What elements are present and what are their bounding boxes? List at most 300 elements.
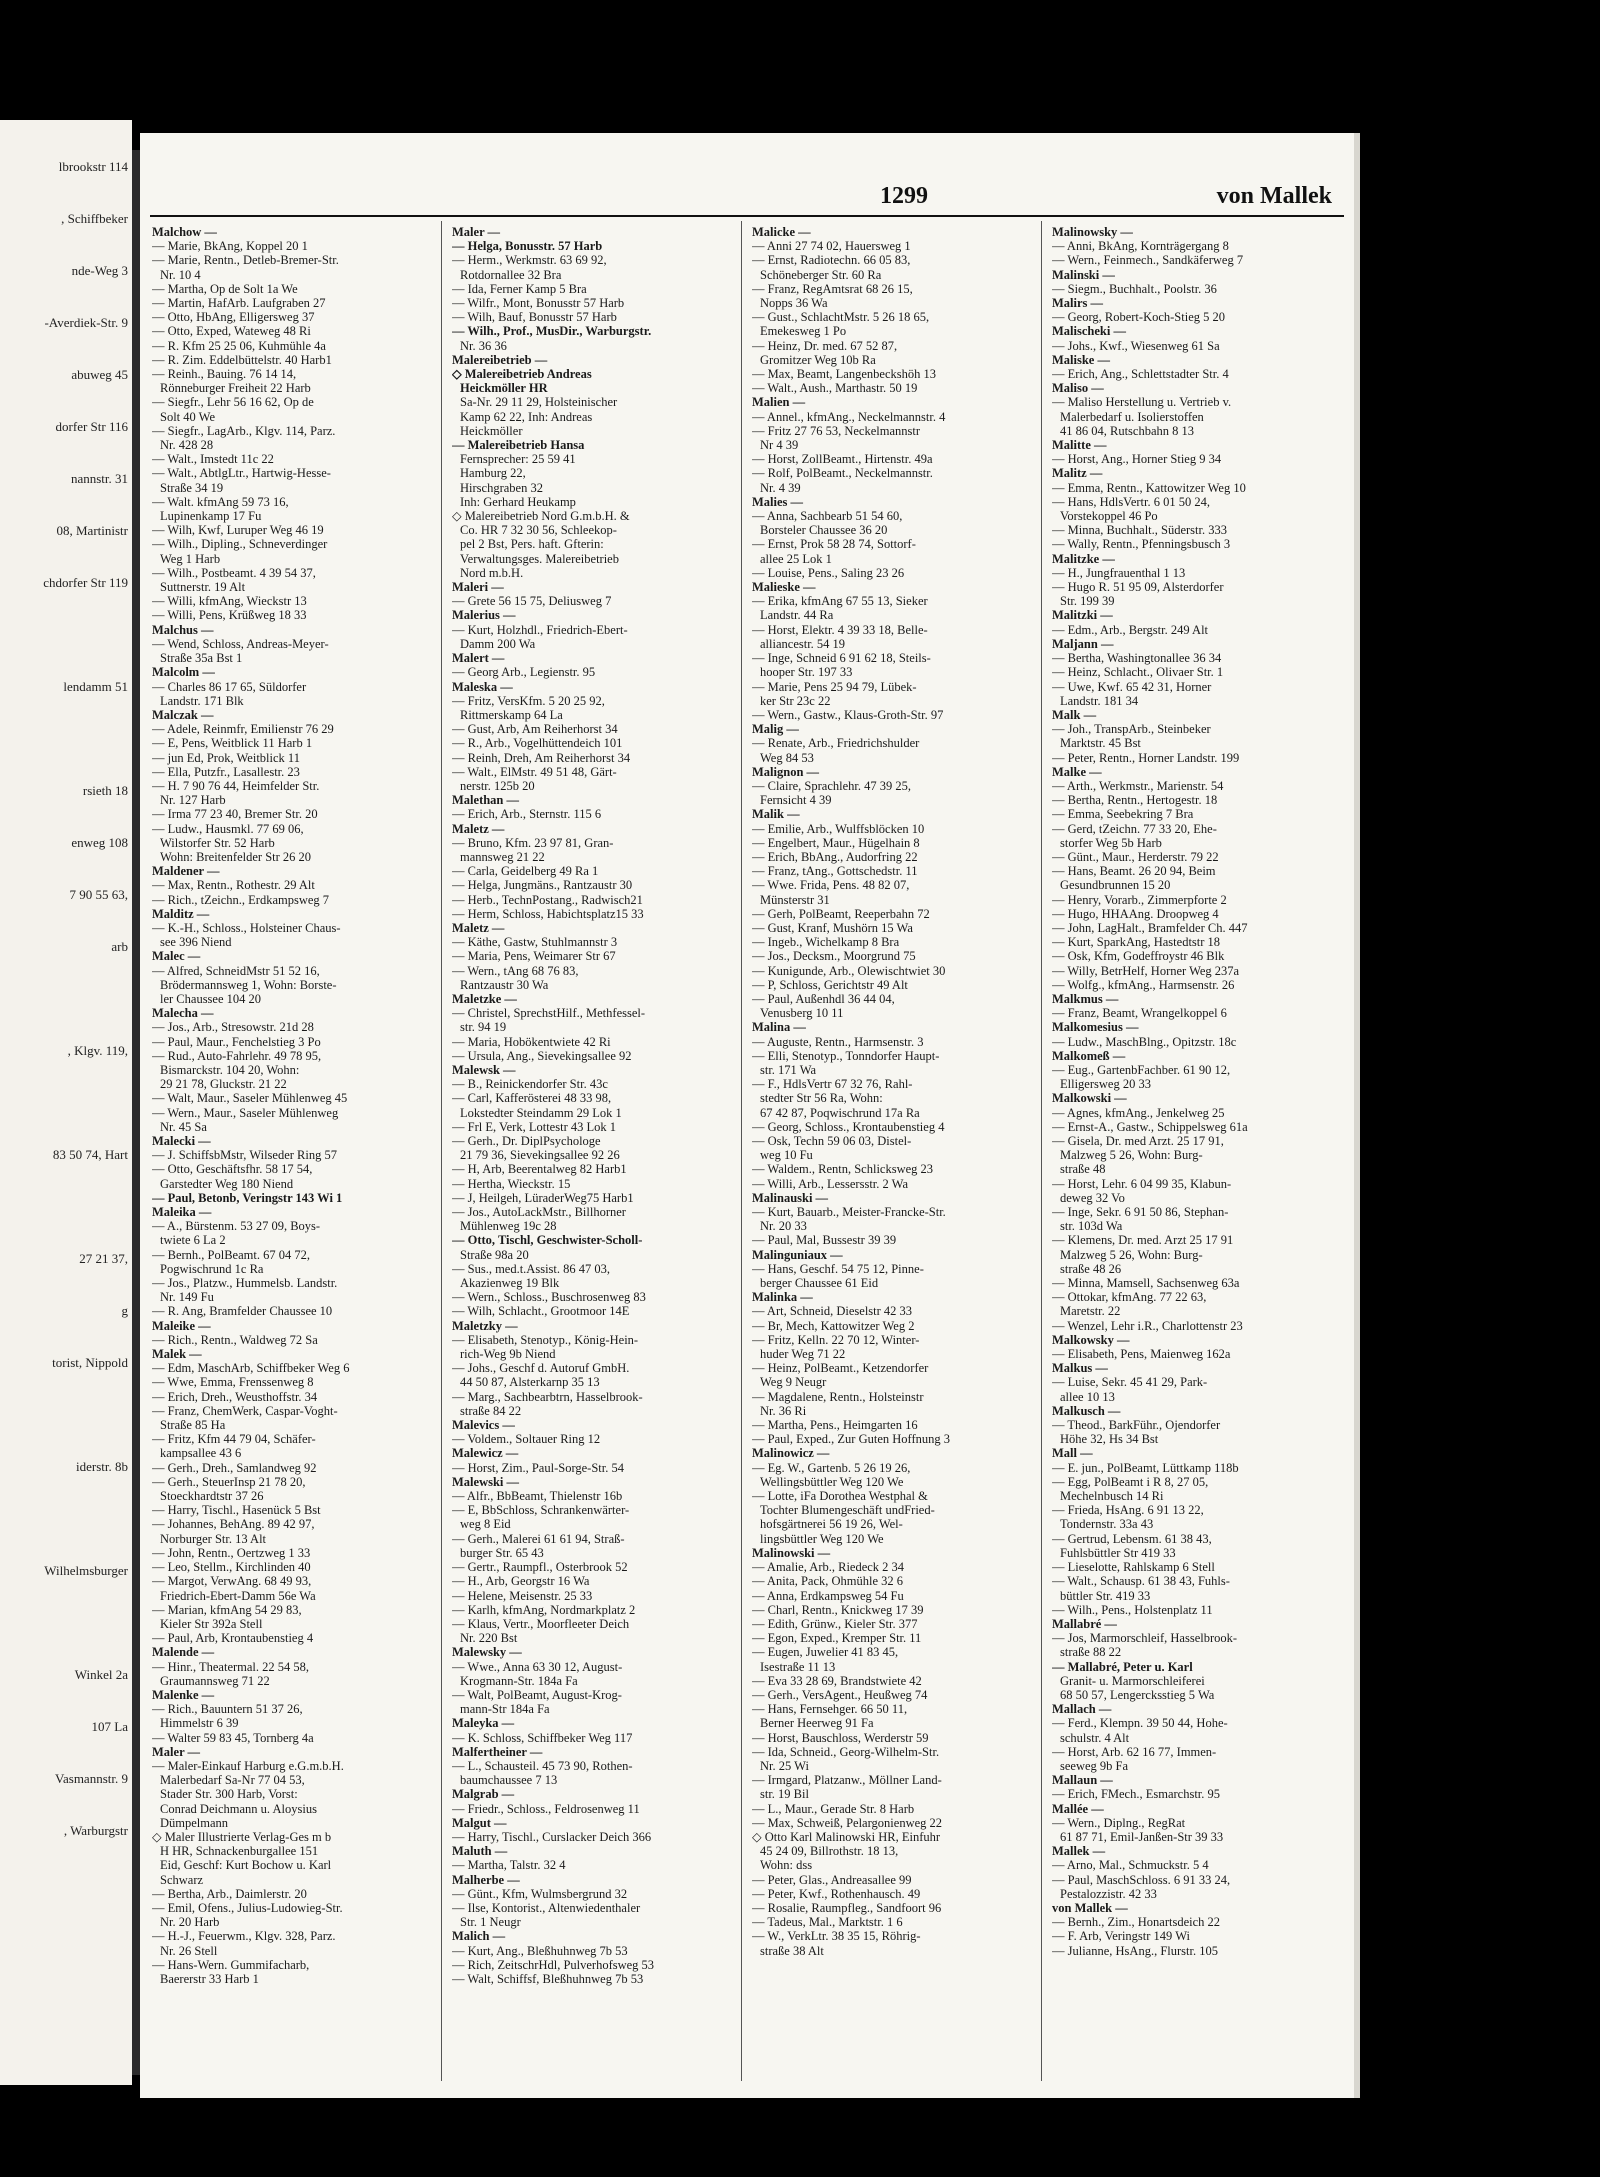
directory-column-1: [152, 225, 434, 2085]
directory-entry: — Willi, kfmAng, Wieckstr 13: [152, 594, 307, 609]
directory-entry: Nr. 127 Harb: [160, 793, 226, 808]
directory-entry: lingsbüttler Weg 120 We: [760, 1531, 884, 1546]
directory-entry: — Walt. kfmAng 59 73 16,: [152, 494, 289, 509]
directory-entry: — Emilie, Arb., Wulffsblöcken 10: [752, 821, 925, 836]
directory-entry: — Osk, Techn 59 06 03, Distel-: [752, 1134, 912, 1148]
directory-entry: — Ernst, Radiotechn. 66 05 83,: [752, 253, 911, 268]
directory-entry: twiete 6 La 2: [160, 1233, 226, 1248]
left-page-text: , Warburgstr: [63, 1824, 128, 1838]
directory-entry: — Willi, Pens, Krüßweg 18 33: [152, 608, 307, 623]
directory-entry: Rotdornallee 32 Bra: [460, 267, 562, 282]
directory-entry: — Siegfr., Lehr 56 16 62, Op de: [152, 395, 314, 410]
directory-entry: — Gerh., Dreh., Samlandweg 92: [152, 1460, 317, 1475]
directory-entry: Rantzaustr 30 Wa: [460, 977, 549, 992]
directory-entry: — Paul, Außenhdl 36 44 04,: [752, 991, 895, 1006]
directory-entry: — Horst, Elektr. 4 39 33 18, Belle-: [752, 622, 928, 637]
surname-heading: Malina —: [752, 1020, 806, 1035]
directory-entry: — Anita, Pack, Ohmühle 32 6: [752, 1574, 904, 1589]
directory-entry: — Carl, Kafferösterei 48 33 98,: [452, 1091, 612, 1106]
directory-entry: Nr. 45 Sa: [160, 1119, 207, 1134]
directory-entry: — Helene, Meisenstr. 25 33: [452, 1588, 593, 1603]
directory-entry: — Alfred, SchneidMstr 51 52 16,: [152, 963, 320, 978]
directory-entry: Nopps 36 Wa: [760, 296, 828, 311]
directory-entry: — Uwe, Kwf. 65 42 31, Horner: [1052, 679, 1212, 694]
directory-entry: — Theod., BarkFühr., Ojendorfer: [1052, 1418, 1221, 1433]
left-page-text: g: [121, 1304, 128, 1318]
left-page-text: enweg 108: [71, 836, 128, 850]
directory-entry: Nr. 4 39: [760, 480, 801, 495]
directory-entry: — R. Zim. Eddelbüttelstr. 40 Harb1: [152, 352, 332, 367]
directory-entry: Mechelnbusch 14 Ri: [1060, 1489, 1164, 1504]
directory-entry: büttler Str. 419 33: [1060, 1588, 1151, 1603]
directory-entry: — Horst, Arb. 62 16 77, Immen-: [1052, 1744, 1217, 1759]
directory-entry: Nr. 10 4: [160, 267, 201, 282]
directory-entry: — Jos., AutoLackMstr., Billhorner: [452, 1205, 626, 1220]
directory-entry: — Lieselotte, Rahlskamp 6 Stell: [1052, 1560, 1215, 1575]
directory-entry: — Edm., Arb., Bergstr. 249 Alt: [1052, 622, 1209, 637]
directory-entry: Höhe 32, Hs 34 Bst: [1060, 1432, 1159, 1447]
directory-entry: Eid, Geschf: Kurt Bochow u. Karl: [160, 1858, 332, 1873]
directory-entry: Elligersweg 20 33: [1060, 1077, 1151, 1092]
directory-entry: Fernsprecher: 25 59 41: [460, 452, 576, 467]
left-page-text: 7 90 55 63,: [69, 888, 128, 902]
directory-entry: Damm 200 Wa: [460, 636, 536, 651]
directory-entry: Suttnerstr. 19 Alt: [160, 580, 246, 595]
directory-entry: — Walt., Aush., Marthastr. 50 19: [752, 381, 918, 396]
directory-entry: — K. Schloss, Schiffbeker Weg 117: [452, 1730, 633, 1745]
directory-entry: — Walt., ElMstr. 49 51 48, Gärt-: [452, 764, 617, 779]
directory-entry: allee 25 Lok 1: [760, 551, 832, 566]
surname-heading: Maleri —: [452, 580, 504, 595]
left-page-text: lendamm 51: [63, 680, 128, 694]
surname-heading: Malies —: [752, 494, 804, 509]
directory-entry: Dümpelmann: [160, 1815, 229, 1830]
directory-entry: — Mallabré, Peter u. Karl: [1052, 1659, 1193, 1674]
directory-entry: — H., Jungfrauenthal 1 13: [1052, 565, 1186, 580]
directory-entry: Schöneberger Str. 60 Ra: [760, 267, 882, 282]
column-divider: [441, 221, 442, 2081]
directory-entry: Wohn: dss: [760, 1858, 813, 1873]
directory-entry: — Osk, Kfm, Godeffroystr 46 Blk: [1052, 949, 1225, 964]
surname-heading: Malcolm —: [152, 665, 215, 680]
surname-heading: Maleyka —: [452, 1716, 515, 1731]
directory-entry: — Charles 86 17 65, Süldorfer: [152, 679, 307, 694]
directory-entry: Nr. 36 Ri: [760, 1403, 807, 1418]
directory-entry: — Reinh, Dreh, Am Reiherhorst 34: [452, 750, 631, 765]
directory-entry: — jun Ed, Prok, Weitblick 11: [152, 750, 300, 765]
directory-entry: ◇ Malereibetrieb Nord G.m.b.H. &: [452, 509, 630, 524]
surname-heading: Malecki —: [152, 1134, 211, 1148]
directory-entry: — Br, Mech, Kattowitzer Weg 2: [752, 1318, 915, 1333]
surname-heading: Malditz —: [152, 906, 210, 921]
directory-entry: — Günt., Kfm, Wulmsbergrund 32: [452, 1886, 628, 1901]
directory-entry: — Walt, Schiffsf, Bleßhuhnweg 7b 53: [452, 1971, 644, 1986]
directory-entry: — E, Pens, Weitblick 11 Harb 1: [152, 736, 313, 751]
directory-entry: — Herb., TechnPostang., Radwisch21: [452, 892, 643, 907]
directory-entry: — Bruno, Kfm. 23 97 81, Gran-: [452, 835, 614, 850]
surname-heading: Maleika —: [152, 1205, 212, 1220]
directory-entry: Verwaltungsges. Malereibetrieb: [460, 551, 619, 566]
directory-entry: Granit- u. Marmorschleiferei: [1060, 1673, 1205, 1688]
directory-entry: — Marg., Sachbearbtrn, Hasselbrook-: [452, 1389, 643, 1404]
directory-entry: — Wern., Maur., Saseler Mühlenweg: [152, 1105, 339, 1120]
directory-entry: ler Chaussee 104 20: [160, 991, 262, 1006]
directory-entry: — Anna, Sachbearb 51 54 60,: [752, 509, 903, 524]
directory-entry: Lupinenkamp 17 Fu: [160, 509, 262, 524]
surname-heading: Malende —: [152, 1645, 215, 1660]
directory-entry: — Walter 59 83 45, Tornberg 4a: [152, 1730, 314, 1745]
directory-entry: — Maria, Pens, Weimarer Str 67: [452, 949, 616, 964]
directory-entry: Norburger Str. 13 Alt: [160, 1531, 267, 1546]
surname-heading: Maljann —: [1052, 636, 1114, 651]
directory-entry: — Wend, Schloss, Andreas-Meyer-: [152, 636, 329, 651]
directory-entry: — J. SchiffsbMstr, Wilseder Ring 57: [152, 1148, 337, 1163]
directory-entry: — Walt, PolBeamt, August-Krog-: [452, 1687, 622, 1702]
directory-entry: — Gerh., Dr. DiplPsychologe: [452, 1134, 601, 1148]
directory-entry: — Hugo R. 51 95 09, Alsterdorfer: [1052, 580, 1224, 595]
directory-entry: — Rich., Bauuntern 51 37 26,: [152, 1702, 303, 1717]
directory-entry: — John, LagHalt., Bramfelder Ch. 447: [1052, 920, 1248, 935]
directory-entry: Berner Heerweg 91 Fa: [760, 1716, 874, 1731]
directory-entry: — Ida, Ferner Kamp 5 Bra: [452, 281, 587, 296]
surname-heading: Malenke —: [152, 1687, 215, 1702]
directory-entry: Akazienweg 19 Blk: [460, 1276, 560, 1291]
directory-column-4: [1052, 225, 1334, 2085]
directory-entry: Nr. 36 36: [460, 338, 507, 353]
directory-entry: — Erich, FMech., Esmarchstr. 95: [1052, 1787, 1221, 1802]
directory-entry: Tochter Blumengeschäft undFried-: [760, 1503, 935, 1518]
directory-entry: — Irma 77 23 40, Bremer Str. 20: [152, 807, 318, 822]
directory-entry: baumchaussee 7 13: [460, 1773, 558, 1788]
directory-entry: Solt 40 We: [160, 409, 216, 424]
directory-entry: — Siegm., Buchhalt., Poolstr. 36: [1052, 281, 1217, 296]
directory-entry: — Harry, Tischl., Hasenück 5 Bst: [152, 1503, 321, 1518]
directory-entry: — Lotte, iFa Dorothea Westphal &: [752, 1489, 928, 1504]
directory-entry: — Otto, Exped, Wateweg 48 Ri: [152, 324, 311, 339]
left-page-text: Wilhelmsburger: [44, 1564, 128, 1578]
directory-entry: Str. 1 Neugr: [460, 1915, 521, 1930]
directory-entry: — Siegfr., LagArb., Klgv. 114, Parz.: [152, 423, 336, 438]
directory-entry: ◇ Malereibetrieb Andreas: [452, 367, 592, 382]
directory-entry: — Gerh, PolBeamt, Reeperbahn 72: [752, 906, 930, 921]
surname-heading: Malchus —: [152, 622, 214, 637]
directory-entry: Weg 84 53: [760, 750, 814, 765]
directory-entry: pel 2 Bst, Pers. haft. Gfterin:: [460, 537, 604, 552]
directory-entry: Lokstedter Steindamm 29 Lok 1: [460, 1105, 622, 1120]
directory-entry: Kieler Str 392a Stell: [160, 1616, 263, 1631]
directory-entry: — Marie, Rentn., Detleb-Bremer-Str.: [152, 253, 339, 268]
directory-entry: — Johannes, BehAng. 89 42 97,: [152, 1517, 315, 1532]
directory-entry: — Voldem., Soltauer Ring 12: [452, 1432, 601, 1447]
directory-entry: — Emil, Ofens., Julius-Ludowieg-Str.: [152, 1900, 343, 1915]
surname-heading: Malereibetrieb —: [452, 352, 548, 367]
surname-heading: Malkusch —: [1052, 1403, 1121, 1418]
directory-entry: Stader Str. 300 Harb, Vorst:: [160, 1787, 298, 1802]
directory-entry: — Franz, Beamt, Wrangelkoppel 6: [1052, 1006, 1227, 1021]
surname-heading: Maletzky —: [452, 1318, 518, 1333]
left-page-text: chdorfer Str 119: [43, 576, 128, 590]
directory-entry: Garstedter Weg 180 Niend: [160, 1176, 294, 1191]
directory-entry: — Minna, Mamsell, Sachsenweg 63a: [1052, 1276, 1240, 1291]
directory-entry: — Bernh., Zim., Honartsdeich 22: [1052, 1915, 1221, 1930]
directory-entry: — Erich, Dreh., Weusthoffstr. 34: [152, 1389, 318, 1404]
directory-entry: — Georg, Schloss., Krontaubenstieg 4: [752, 1119, 945, 1134]
directory-entry: — Hans, Beamt. 26 20 94, Beim: [1052, 864, 1216, 879]
directory-entry: — Herm., Werkmstr. 63 69 92,: [452, 253, 607, 268]
directory-entry: — Frl E, Verk, Lottestr 43 Lok 1: [452, 1119, 616, 1134]
column-divider: [1041, 221, 1042, 2081]
surname-heading: Malkomesius —: [1052, 1020, 1139, 1035]
surname-heading: Malischeki —: [1052, 324, 1126, 339]
directory-entry: — Wilh., Prof., MusDir., Warburgstr.: [452, 324, 652, 339]
directory-entry: Nr. 149 Fu: [160, 1290, 214, 1305]
directory-entry: Tondernstr. 33a 43: [1060, 1517, 1154, 1532]
directory-entry: — Anni, BkAng, Kornträgergang 8: [1052, 239, 1229, 254]
surname-heading: Malinowski —: [752, 1545, 831, 1560]
surname-heading: Mall —: [1052, 1446, 1093, 1461]
directory-entry: — Helga, Jungmäns., Rantzaustr 30: [452, 878, 633, 893]
directory-entry: — Hans, Fernsehger. 66 50 11,: [752, 1702, 908, 1717]
directory-entry: — Bernh., PolBeamt. 67 04 72,: [152, 1247, 310, 1262]
directory-entry: schulstr. 4 Alt: [1060, 1730, 1130, 1745]
surname-heading: Mallabré —: [1052, 1616, 1117, 1631]
directory-entry: — Ottokar, kfmAng. 77 22 63,: [1052, 1290, 1207, 1305]
directory-entry: — Gisela, Dr. med Arzt. 25 17 91,: [1052, 1134, 1224, 1148]
left-page-text: dorfer Str 116: [55, 420, 128, 434]
directory-entry: Pestalozzistr. 42 33: [1060, 1886, 1157, 1901]
directory-entry: — Erich, Ang., Schlettstadter Str. 4: [1052, 367, 1229, 382]
directory-entry: — Egon, Exped., Kremper Str. 11: [752, 1631, 922, 1646]
directory-entry: — Renate, Arb., Friedrichshulder: [752, 736, 920, 751]
directory-entry: — Käthe, Gastw, Stuhlmannstr 3: [452, 935, 618, 950]
surname-heading: Maliso —: [1052, 381, 1104, 396]
directory-entry: — Amalie, Arb., Riedeck 2 34: [752, 1560, 905, 1575]
surname-heading: Malkowski —: [1052, 1091, 1127, 1106]
directory-entry: Nord m.b.H.: [460, 565, 524, 580]
directory-entry: Heickmöller: [460, 423, 523, 438]
directory-entry: Nr. 220 Bst: [460, 1631, 518, 1646]
directory-entry: Nr. 20 33: [760, 1219, 807, 1234]
directory-entry: — Egg, PolBeamt i R 8, 27 05,: [1052, 1474, 1209, 1489]
directory-entry: Co. HR 7 32 30 56, Schleekop-: [460, 523, 617, 538]
directory-entry: — Christel, SprechstHilf., Methfessel-: [452, 1006, 646, 1021]
directory-entry: — Georg Arb., Legienstr. 95: [452, 665, 596, 680]
directory-entry: Stoeckhardtstr 37 26: [160, 1489, 264, 1504]
surname-heading: Malinowicz —: [752, 1446, 830, 1461]
directory-entry: 44 50 87, Alsterkarnp 35 13: [460, 1375, 600, 1390]
directory-entry: — Grete 56 15 75, Deliusweg 7: [452, 594, 612, 609]
directory-entry: — Martha, Op de Solt 1a We: [152, 281, 298, 296]
directory-entry: Straße 35a Bst 1: [160, 651, 243, 666]
surname-heading: Malig —: [752, 722, 799, 737]
directory-entry: — Maria, Hobökentwiete 42 Ri: [452, 1034, 611, 1049]
directory-entry: Straße 85 Ha: [160, 1418, 226, 1433]
directory-entry: straße 38 Alt: [760, 1943, 824, 1958]
directory-entry: — Alfr., BbBeamt, Thielenstr 16b: [452, 1489, 623, 1504]
surname-heading: Maluth —: [452, 1844, 508, 1859]
surname-heading: Maletzke —: [452, 991, 517, 1006]
directory-entry: Graumannsweg 71 22: [160, 1673, 270, 1688]
directory-entry: — Willi, Arb., Lessersstr. 2 Wa: [752, 1176, 909, 1191]
directory-entry: weg 8 Eid: [460, 1517, 511, 1532]
directory-entry: — Arth., Werkmstr., Marienstr. 54: [1052, 778, 1224, 793]
directory-entry: — Wilh, Kwf, Luruper Weg 46 19: [152, 523, 324, 538]
left-page-text: 08, Martinistr: [56, 524, 128, 538]
surname-heading: Malevics —: [452, 1418, 515, 1433]
directory-entry: — B., Reinickendorfer Str. 43c: [452, 1077, 608, 1092]
directory-entry: — Ludw., Hausmkl. 77 69 06,: [152, 821, 304, 836]
directory-entry: weg 10 Fu: [760, 1148, 813, 1163]
directory-entry: straße 48: [1060, 1162, 1106, 1177]
directory-entry: 45 24 09, Billrothstr. 18 13,: [760, 1844, 899, 1859]
directory-entry: — Klaus, Vertr., Moorfleeter Deich: [452, 1616, 630, 1631]
directory-entry: — Wilfr., Mont, Bonusstr 57 Harb: [452, 296, 625, 311]
directory-entry: — Emma, Rentn., Kattowitzer Weg 10: [1052, 480, 1246, 495]
directory-entry: Maretstr. 22: [1060, 1304, 1121, 1319]
directory-entry: Brödermannsweg 1, Wohn: Borste-: [160, 977, 337, 992]
directory-entry: Kamp 62 22, Inh: Andreas: [460, 409, 593, 424]
directory-entry: huder Weg 71 22: [760, 1347, 846, 1362]
directory-entry: — Elli, Stenotyp., Tonndorfer Haupt-: [752, 1048, 940, 1063]
directory-entry: storfer Weg 5b Harb: [1060, 835, 1162, 850]
directory-entry: 29 21 78, Gluckstr. 21 22: [160, 1077, 287, 1092]
directory-entry: Landstr. 44 Ra: [760, 608, 834, 623]
directory-entry: — Horst, Zim., Paul-Sorge-Str. 54: [452, 1460, 624, 1475]
directory-entry: Mühlenweg 19c 28: [460, 1219, 557, 1234]
directory-entry: Venusberg 10 11: [760, 1006, 844, 1021]
directory-entry: — Johs., Kwf., Wiesenweg 61 Sa: [1052, 338, 1220, 353]
directory-entry: ◇ Maler Illustrierte Verlag-Ges m b: [152, 1829, 332, 1844]
directory-entry: — Malereibetrieb Hansa: [452, 438, 585, 453]
directory-entry: Rittmerskamp 64 La: [460, 707, 563, 722]
directory-entry: straße 48 26: [1060, 1261, 1122, 1276]
directory-entry: Rönneburger Freiheit 22 Harb: [160, 381, 311, 396]
directory-entry: 68 50 57, Lengercksstieg 5 Wa: [1060, 1687, 1215, 1702]
directory-entry: — Irmgard, Platzanw., Möllner Land-: [752, 1773, 942, 1788]
directory-entry: Hirschgraben 32: [460, 480, 543, 495]
directory-entry: — Hugo, HHAAng. Droopweg 4: [1052, 906, 1219, 921]
directory-entry: — Leo, Stellm., Kirchlinden 40: [152, 1560, 311, 1575]
directory-entry: Sa-Nr. 29 11 29, Holsteinischer: [460, 395, 618, 410]
directory-entry: Emekesweg 1 Po: [760, 324, 847, 339]
surname-heading: Malewicz —: [452, 1446, 519, 1461]
surname-heading: Malignon —: [752, 764, 820, 779]
surname-heading: Malfertheiner —: [452, 1744, 543, 1759]
surname-heading: Malich —: [452, 1929, 506, 1944]
directory-entry: Bismarckstr. 104 20, Wohn:: [160, 1062, 300, 1077]
left-page-text: rsieth 18: [82, 784, 128, 798]
directory-entry: — Helga, Bonusstr. 57 Harb: [452, 239, 603, 254]
directory-entry: — Jos, Marmorschleif, Hasselbrook-: [1052, 1631, 1238, 1646]
left-page-text: 83 50 74, Hart: [52, 1148, 128, 1162]
directory-entry: — Fritz, VersKfm. 5 20 25 92,: [452, 693, 605, 708]
directory-entry: Malerbedarf u. Isolierstoffen: [1060, 409, 1204, 424]
directory-entry: — Margot, VerwAng. 68 49 93,: [152, 1574, 312, 1589]
directory-entry: — Wenzel, Lehr i.R., Charlottenstr 23: [1052, 1318, 1243, 1333]
surname-heading: Mallach —: [1052, 1702, 1112, 1717]
directory-entry: — Otto, Geschäftsfhr. 58 17 54,: [152, 1162, 313, 1177]
surname-heading: Mallek —: [1052, 1844, 1106, 1859]
directory-entry: — Horst, Lehr. 6 04 99 35, Klabun-: [1052, 1176, 1232, 1191]
directory-entry: Friedrich-Ebert-Damm 56e Wa: [160, 1588, 316, 1603]
directory-entry: — Eug., GartenbFachber. 61 90 12,: [1052, 1062, 1231, 1077]
directory-entry: str. 103d Wa: [1060, 1219, 1123, 1234]
directory-entry: — Jos., Decksm., Moorgrund 75: [752, 949, 916, 964]
directory-entry: Nr. 428 28: [160, 438, 214, 453]
directory-entry: — Ferd., Klempn. 39 50 44, Hohe-: [1052, 1716, 1228, 1731]
directory-entry: — Louise, Pens., Saling 23 26: [752, 565, 905, 580]
directory-entry: — F., HdlsVertr 67 32 76, Rahl-: [752, 1077, 913, 1092]
directory-entry: mann-Str 184a Fa: [460, 1702, 550, 1717]
left-page-text: Vasmannstr. 9: [55, 1772, 128, 1786]
left-page-text: 27 21 37,: [79, 1252, 128, 1266]
directory-entry: Isestraße 11 13: [760, 1659, 836, 1674]
directory-entry: — Sus., med.t.Assist. 86 47 03,: [452, 1261, 611, 1276]
directory-entry: Schwarz: [160, 1872, 204, 1887]
directory-entry: — Rich., tZeichn., Erdkampsweg 7: [152, 892, 330, 907]
directory-entry: Pogwischrund 1c Ra: [160, 1261, 264, 1276]
directory-entry: — Julianne, HsAng., Flurstr. 105: [1052, 1943, 1218, 1958]
directory-entry: — Wwe., Anna 63 30 12, August-: [452, 1659, 623, 1674]
directory-entry: — Wilh., Pens., Holstenplatz 11: [1052, 1602, 1213, 1617]
directory-entry: — Annel., kfmAng., Neckelmannstr. 4: [752, 409, 946, 424]
directory-entry: Nr 4 39: [760, 438, 799, 453]
directory-entry: Wilstorfer Str. 52 Harb: [160, 835, 275, 850]
directory-entry: — Gust., SchlachtMstr. 5 26 18 65,: [752, 310, 930, 325]
directory-entry: stedter Str 56 Ra, Wohn:: [760, 1091, 883, 1106]
left-page-text: -Averdiek-Str. 9: [44, 316, 128, 330]
directory-column-2: [452, 225, 734, 2085]
directory-entry: Inh: Gerhard Heukamp: [460, 494, 576, 509]
surname-heading: Maliske —: [1052, 352, 1110, 367]
directory-entry: — Wally, Rentn., Pfenningsbusch 3: [1052, 537, 1231, 552]
directory-entry: — Hans, HdlsVertr. 6 01 50 24,: [1052, 494, 1210, 509]
directory-entry: — Rolf, PolBeamt., Neckelmannstr.: [752, 466, 933, 481]
directory-entry: Himmelstr 6 39: [160, 1716, 239, 1731]
directory-entry: Fuhlsbüttler Str 419 33: [1060, 1545, 1176, 1560]
directory-entry: — Franz, RegAmtsrat 68 26 15,: [752, 281, 913, 296]
surname-heading: von Mallek —: [1052, 1900, 1128, 1915]
directory-entry: 61 87 71, Emil-Janßen-Str 39 33: [1060, 1829, 1224, 1844]
directory-entry: Gromitzer Weg 10b Ra: [760, 352, 876, 367]
directory-entry: rich-Weg 9b Niend: [460, 1347, 556, 1362]
directory-entry: Fernsicht 4 39: [760, 793, 832, 808]
directory-entry: Münsterstr 31: [760, 892, 830, 907]
directory-entry: — Wern., Gastw., Klaus-Groth-Str. 97: [752, 707, 944, 722]
surname-heading: Malik —: [752, 807, 800, 822]
directory-entry: Weg 9 Neugr: [760, 1375, 827, 1390]
directory-entry: — Elisabeth, Stenotyp., König-Hein-: [452, 1332, 639, 1347]
directory-entry: — Max, Schweiß, Pelargonienweg 22: [752, 1815, 943, 1830]
directory-entry: Heickmöller HR: [460, 381, 548, 396]
surname-heading: Maldener —: [152, 864, 220, 879]
surname-heading: Malke —: [1052, 764, 1102, 779]
directory-entry: — Klemens, Dr. med. Arzt 25 17 91: [1052, 1233, 1234, 1248]
directory-entry: — Heinz, Dr. med. 67 52 87,: [752, 338, 898, 353]
left-page-fragment: [0, 120, 132, 2085]
surname-heading: Malitte —: [1052, 438, 1107, 453]
directory-entry: — Jos., Arb., Stresowstr. 21d 28: [152, 1020, 314, 1035]
directory-entry: — Art, Schneid, Dieselstr 42 33: [752, 1304, 913, 1319]
directory-entry: straße 88 22: [1060, 1645, 1122, 1660]
surname-heading: Malinowsky —: [1052, 225, 1133, 239]
directory-entry: — Charl, Rentn., Knickweg 17 39: [752, 1602, 924, 1617]
directory-entry: — Gust, Arb, Am Reiherhorst 34: [452, 722, 618, 737]
directory-entry: — Arno, Mal., Schmuckstr. 5 4: [1052, 1858, 1209, 1873]
directory-entry: — Anna, Erdkampsweg 54 Fu: [752, 1588, 904, 1603]
surname-heading: Malinski —: [1052, 267, 1115, 282]
directory-entry: — L., Schausteil. 45 73 90, Rothen-: [452, 1758, 633, 1773]
